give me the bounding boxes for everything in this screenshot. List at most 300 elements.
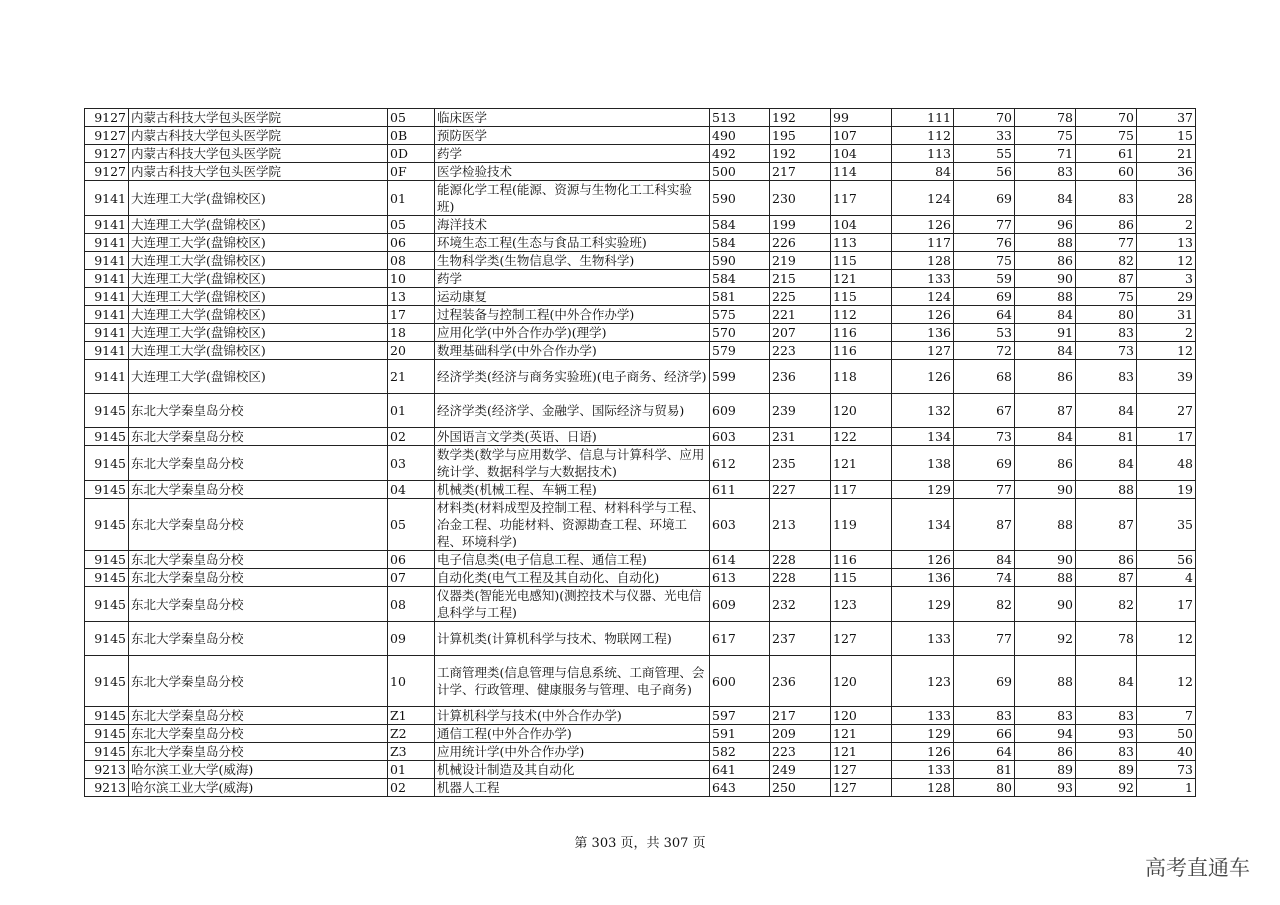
score-cell: 134 [892, 499, 954, 551]
score-cell: 490 [710, 127, 770, 145]
score-cell: 64 [954, 306, 1015, 324]
score-cell: 129 [892, 725, 954, 743]
score-cell: 87 [954, 499, 1015, 551]
score-cell: 104 [831, 145, 892, 163]
score-cell: 17 [1137, 587, 1196, 622]
page-footer: 第 303 页，共 307 页 [574, 836, 706, 851]
score-cell: 221 [770, 306, 831, 324]
score-cell: 2 [1137, 324, 1196, 342]
major-code-cell: 03 [388, 446, 435, 481]
score-cell: 93 [1076, 725, 1137, 743]
score-cell: 12 [1137, 342, 1196, 360]
score-cell: 113 [892, 145, 954, 163]
major-code-cell: 01 [388, 761, 435, 779]
institution-code-cell: 9141 [85, 181, 129, 216]
major-name-cell: 经济学类(经济学、金融学、国际经济与贸易) [435, 394, 710, 428]
institution-name-cell: 东北大学秦皇岛分校 [129, 569, 388, 587]
institution-name-cell: 东北大学秦皇岛分校 [129, 394, 388, 428]
major-name-cell: 药学 [435, 270, 710, 288]
score-cell: 7 [1137, 707, 1196, 725]
institution-code-cell: 9145 [85, 499, 129, 551]
score-cell: 84 [954, 551, 1015, 569]
score-cell: 1 [1137, 779, 1196, 797]
major-name-cell: 过程装备与控制工程(中外合作办学) [435, 306, 710, 324]
major-name-cell: 数理基础科学(中外合作办学) [435, 342, 710, 360]
score-cell: 129 [892, 587, 954, 622]
score-cell: 138 [892, 446, 954, 481]
score-cell: 126 [892, 551, 954, 569]
institution-name-cell: 内蒙古科技大学包头医学院 [129, 127, 388, 145]
table-row [85, 761, 1196, 779]
score-cell: 120 [831, 394, 892, 428]
score-cell: 75 [1076, 288, 1137, 306]
score-cell: 73 [1076, 342, 1137, 360]
major-name-cell: 机械类(机械工程、车辆工程) [435, 481, 710, 499]
major-name-cell: 数学类(数学与应用数学、信息与计算科学、应用统计学、数据科学与大数据技术) [435, 446, 710, 481]
table-row [85, 779, 1196, 797]
institution-code-cell: 9145 [85, 725, 129, 743]
score-cell: 250 [770, 779, 831, 797]
table-row [85, 622, 1196, 656]
table-row [85, 481, 1196, 499]
major-name-cell: 应用统计学(中外合作办学) [435, 743, 710, 761]
major-name-cell: 工商管理类(信息管理与信息系统、工商管理、会计学、行政管理、健康服务与管理、电子商务) [435, 656, 710, 707]
major-name-cell: 临床医学 [435, 109, 710, 127]
score-cell: 86 [1015, 360, 1076, 394]
score-cell: 15 [1137, 127, 1196, 145]
major-code-cell: 0D [388, 145, 435, 163]
score-cell: 75 [1076, 127, 1137, 145]
score-cell: 19 [1137, 481, 1196, 499]
institution-name-cell: 大连理工大学(盘锦校区) [129, 306, 388, 324]
score-cell: 83 [1076, 181, 1137, 216]
score-cell: 127 [831, 779, 892, 797]
major-code-cell: 18 [388, 324, 435, 342]
score-cell: 29 [1137, 288, 1196, 306]
institution-code-cell: 9127 [85, 109, 129, 127]
table-row [85, 306, 1196, 324]
major-name-cell: 自动化类(电气工程及其自动化、自动化) [435, 569, 710, 587]
score-cell: 72 [954, 342, 1015, 360]
score-cell: 87 [1076, 569, 1137, 587]
table-row [85, 324, 1196, 342]
score-cell: 228 [770, 551, 831, 569]
institution-code-cell: 9145 [85, 656, 129, 707]
table-row [85, 342, 1196, 360]
major-code-cell: 09 [388, 622, 435, 656]
score-cell: 122 [831, 428, 892, 446]
institution-code-cell: 9213 [85, 761, 129, 779]
table-row [85, 446, 1196, 481]
score-cell: 83 [954, 707, 1015, 725]
major-code-cell: 01 [388, 181, 435, 216]
score-cell: 88 [1015, 656, 1076, 707]
score-cell: 86 [1015, 252, 1076, 270]
institution-name-cell: 东北大学秦皇岛分校 [129, 428, 388, 446]
score-cell: 579 [710, 342, 770, 360]
institution-name-cell: 大连理工大学(盘锦校区) [129, 252, 388, 270]
institution-name-cell: 大连理工大学(盘锦校区) [129, 360, 388, 394]
score-cell: 217 [770, 163, 831, 181]
major-name-cell: 环境生态工程(生态与食品工科实验班) [435, 234, 710, 252]
score-cell: 12 [1137, 252, 1196, 270]
score-cell: 83 [1015, 707, 1076, 725]
major-code-cell: 10 [388, 270, 435, 288]
score-cell: 93 [1015, 779, 1076, 797]
score-cell: 12 [1137, 656, 1196, 707]
score-cell: 114 [831, 163, 892, 181]
score-cell: 92 [1015, 622, 1076, 656]
score-cell: 115 [831, 569, 892, 587]
score-cell: 75 [1015, 127, 1076, 145]
score-cell: 70 [954, 109, 1015, 127]
score-cell: 75 [954, 252, 1015, 270]
table-row [85, 127, 1196, 145]
score-cell: 117 [831, 181, 892, 216]
score-cell: 91 [1015, 324, 1076, 342]
score-cell: 83 [1076, 707, 1137, 725]
score-cell: 31 [1137, 306, 1196, 324]
major-name-cell: 预防医学 [435, 127, 710, 145]
institution-code-cell: 9141 [85, 252, 129, 270]
table-row [85, 145, 1196, 163]
score-cell: 77 [954, 481, 1015, 499]
score-cell: 107 [831, 127, 892, 145]
score-cell: 66 [954, 725, 1015, 743]
score-cell: 126 [892, 743, 954, 761]
score-cell: 2 [1137, 216, 1196, 234]
score-cell: 582 [710, 743, 770, 761]
major-name-cell: 仪器类(智能光电感知)(测控技术与仪器、光电信息科学与工程) [435, 587, 710, 622]
institution-code-cell: 9145 [85, 446, 129, 481]
major-code-cell: 10 [388, 656, 435, 707]
table-row [85, 569, 1196, 587]
score-cell: 69 [954, 288, 1015, 306]
institution-name-cell: 大连理工大学(盘锦校区) [129, 342, 388, 360]
score-cell: 64 [954, 743, 1015, 761]
score-cell: 123 [831, 587, 892, 622]
score-cell: 12 [1137, 622, 1196, 656]
major-code-cell: 05 [388, 499, 435, 551]
major-code-cell: 06 [388, 234, 435, 252]
score-cell: 112 [831, 306, 892, 324]
table-row [85, 551, 1196, 569]
score-cell: 136 [892, 324, 954, 342]
score-cell: 73 [954, 428, 1015, 446]
score-cell: 120 [831, 656, 892, 707]
major-name-cell: 材料类(材料成型及控制工程、材料科学与工程、冶金工程、功能材料、资源勘查工程、环境工程、环境科学) [435, 499, 710, 551]
score-cell: 90 [1015, 587, 1076, 622]
score-cell: 84 [1015, 181, 1076, 216]
major-code-cell: 0B [388, 127, 435, 145]
score-cell: 223 [770, 342, 831, 360]
score-cell: 133 [892, 707, 954, 725]
score-cell: 13 [1137, 234, 1196, 252]
score-cell: 90 [1015, 551, 1076, 569]
score-cell: 81 [954, 761, 1015, 779]
score-cell: 82 [1076, 252, 1137, 270]
score-cell: 94 [1015, 725, 1076, 743]
score-cell: 641 [710, 761, 770, 779]
score-cell: 40 [1137, 743, 1196, 761]
major-code-cell: Z2 [388, 725, 435, 743]
score-cell: 60 [1076, 163, 1137, 181]
score-cell: 126 [892, 306, 954, 324]
score-cell: 195 [770, 127, 831, 145]
institution-code-cell: 9141 [85, 234, 129, 252]
institution-code-cell: 9141 [85, 270, 129, 288]
score-cell: 70 [1076, 109, 1137, 127]
score-cell: 74 [954, 569, 1015, 587]
major-code-cell: 02 [388, 428, 435, 446]
score-cell: 69 [954, 181, 1015, 216]
institution-code-cell: 9145 [85, 743, 129, 761]
table-row [85, 725, 1196, 743]
score-cell: 83 [1076, 360, 1137, 394]
major-name-cell: 能源化学工程(能源、资源与生物化工工科实验班) [435, 181, 710, 216]
score-cell: 82 [1076, 587, 1137, 622]
major-code-cell: 13 [388, 288, 435, 306]
institution-name-cell: 东北大学秦皇岛分校 [129, 656, 388, 707]
major-name-cell: 生物科学类(生物信息学、生物科学) [435, 252, 710, 270]
institution-code-cell: 9145 [85, 587, 129, 622]
score-cell: 192 [770, 109, 831, 127]
score-cell: 67 [954, 394, 1015, 428]
major-name-cell: 计算机科学与技术(中外合作办学) [435, 707, 710, 725]
score-cell: 127 [831, 622, 892, 656]
score-cell: 226 [770, 234, 831, 252]
institution-name-cell: 内蒙古科技大学包头医学院 [129, 109, 388, 127]
institution-code-cell: 9145 [85, 394, 129, 428]
institution-name-cell: 内蒙古科技大学包头医学院 [129, 145, 388, 163]
score-cell: 77 [954, 622, 1015, 656]
institution-code-cell: 9145 [85, 481, 129, 499]
table-row [85, 499, 1196, 551]
score-cell: 35 [1137, 499, 1196, 551]
score-cell: 86 [1015, 743, 1076, 761]
score-cell: 513 [710, 109, 770, 127]
score-cell: 117 [892, 234, 954, 252]
score-cell: 126 [892, 360, 954, 394]
major-code-cell: 01 [388, 394, 435, 428]
institution-code-cell: 9141 [85, 324, 129, 342]
major-name-cell: 计算机类(计算机科学与技术、物联网工程) [435, 622, 710, 656]
table-row [85, 587, 1196, 622]
score-cell: 118 [831, 360, 892, 394]
score-cell: 132 [892, 394, 954, 428]
score-cell: 27 [1137, 394, 1196, 428]
score-cell: 124 [892, 288, 954, 306]
table-row [85, 234, 1196, 252]
major-name-cell: 通信工程(中外合作办学) [435, 725, 710, 743]
major-name-cell: 海洋技术 [435, 216, 710, 234]
score-cell: 96 [1015, 216, 1076, 234]
score-cell: 121 [831, 446, 892, 481]
institution-name-cell: 东北大学秦皇岛分校 [129, 707, 388, 725]
institution-code-cell: 9145 [85, 569, 129, 587]
major-code-cell: 08 [388, 587, 435, 622]
score-cell: 116 [831, 342, 892, 360]
score-cell: 584 [710, 270, 770, 288]
score-cell: 84 [1076, 394, 1137, 428]
institution-name-cell: 内蒙古科技大学包头医学院 [129, 163, 388, 181]
score-cell: 87 [1076, 270, 1137, 288]
institution-name-cell: 东北大学秦皇岛分校 [129, 551, 388, 569]
score-cell: 3 [1137, 270, 1196, 288]
score-cell: 86 [1076, 216, 1137, 234]
score-cell: 249 [770, 761, 831, 779]
score-cell: 230 [770, 181, 831, 216]
score-cell: 236 [770, 360, 831, 394]
score-cell: 84 [892, 163, 954, 181]
score-cell: 612 [710, 446, 770, 481]
score-cell: 92 [1076, 779, 1137, 797]
score-cell: 127 [892, 342, 954, 360]
score-cell: 121 [831, 725, 892, 743]
score-cell: 36 [1137, 163, 1196, 181]
score-cell: 124 [892, 181, 954, 216]
score-cell: 133 [892, 270, 954, 288]
score-cell: 584 [710, 234, 770, 252]
institution-name-cell: 东北大学秦皇岛分校 [129, 725, 388, 743]
score-cell: 55 [954, 145, 1015, 163]
admission-score-table [84, 108, 1196, 797]
table-row [85, 163, 1196, 181]
institution-code-cell: 9141 [85, 216, 129, 234]
score-cell: 129 [892, 481, 954, 499]
score-cell: 69 [954, 656, 1015, 707]
score-cell: 88 [1015, 234, 1076, 252]
institution-code-cell: 9127 [85, 145, 129, 163]
score-cell: 88 [1076, 481, 1137, 499]
score-cell: 99 [831, 109, 892, 127]
institution-name-cell: 东北大学秦皇岛分校 [129, 622, 388, 656]
score-cell: 88 [1015, 499, 1076, 551]
institution-code-cell: 9145 [85, 622, 129, 656]
score-cell: 69 [954, 446, 1015, 481]
table-row [85, 109, 1196, 127]
score-cell: 581 [710, 288, 770, 306]
major-code-cell: 02 [388, 779, 435, 797]
major-name-cell: 应用化学(中外合作办学)(理学) [435, 324, 710, 342]
score-cell: 584 [710, 216, 770, 234]
score-cell: 643 [710, 779, 770, 797]
score-cell: 116 [831, 551, 892, 569]
major-code-cell: Z3 [388, 743, 435, 761]
score-cell: 53 [954, 324, 1015, 342]
score-cell: 492 [710, 145, 770, 163]
score-cell: 123 [892, 656, 954, 707]
institution-name-cell: 东北大学秦皇岛分校 [129, 499, 388, 551]
score-cell: 81 [1076, 428, 1137, 446]
major-code-cell: 17 [388, 306, 435, 324]
institution-name-cell: 大连理工大学(盘锦校区) [129, 288, 388, 306]
score-cell: 4 [1137, 569, 1196, 587]
institution-code-cell: 9213 [85, 779, 129, 797]
score-cell: 82 [954, 587, 1015, 622]
major-name-cell: 电子信息类(电子信息工程、通信工程) [435, 551, 710, 569]
table-row [85, 656, 1196, 707]
major-name-cell: 经济学类(经济与商务实验班)(电子商务、经济学) [435, 360, 710, 394]
score-cell: 87 [1076, 499, 1137, 551]
score-cell: 112 [892, 127, 954, 145]
institution-code-cell: 9141 [85, 360, 129, 394]
score-cell: 219 [770, 252, 831, 270]
score-cell: 83 [1015, 163, 1076, 181]
table-row [85, 428, 1196, 446]
score-cell: 104 [831, 216, 892, 234]
institution-name-cell: 东北大学秦皇岛分校 [129, 481, 388, 499]
score-cell: 56 [954, 163, 1015, 181]
institution-code-cell: 9145 [85, 428, 129, 446]
score-cell: 61 [1076, 145, 1137, 163]
major-code-cell: Z1 [388, 707, 435, 725]
major-code-cell: 04 [388, 481, 435, 499]
score-cell: 613 [710, 569, 770, 587]
score-cell: 68 [954, 360, 1015, 394]
score-cell: 111 [892, 109, 954, 127]
institution-code-cell: 9141 [85, 288, 129, 306]
score-cell: 84 [1076, 446, 1137, 481]
score-cell: 119 [831, 499, 892, 551]
major-name-cell: 外国语言文学类(英语、日语) [435, 428, 710, 446]
major-code-cell: 21 [388, 360, 435, 394]
institution-name-cell: 东北大学秦皇岛分校 [129, 446, 388, 481]
score-cell: 500 [710, 163, 770, 181]
score-cell: 88 [1015, 569, 1076, 587]
score-cell: 121 [831, 270, 892, 288]
major-name-cell: 医学检验技术 [435, 163, 710, 181]
score-cell: 599 [710, 360, 770, 394]
score-cell: 116 [831, 324, 892, 342]
score-cell: 90 [1015, 481, 1076, 499]
table-row [85, 181, 1196, 216]
institution-name-cell: 东北大学秦皇岛分校 [129, 743, 388, 761]
score-cell: 86 [1015, 446, 1076, 481]
score-cell: 113 [831, 234, 892, 252]
institution-name-cell: 大连理工大学(盘锦校区) [129, 234, 388, 252]
score-cell: 71 [1015, 145, 1076, 163]
score-cell: 199 [770, 216, 831, 234]
score-cell: 33 [954, 127, 1015, 145]
score-cell: 126 [892, 216, 954, 234]
score-cell: 215 [770, 270, 831, 288]
major-name-cell: 药学 [435, 145, 710, 163]
score-cell: 83 [1076, 743, 1137, 761]
score-cell: 617 [710, 622, 770, 656]
institution-name-cell: 东北大学秦皇岛分校 [129, 587, 388, 622]
table-row [85, 743, 1196, 761]
score-cell: 78 [1015, 109, 1076, 127]
score-cell: 89 [1015, 761, 1076, 779]
score-cell: 59 [954, 270, 1015, 288]
score-cell: 89 [1076, 761, 1137, 779]
score-cell: 48 [1137, 446, 1196, 481]
watermark: 高考直通车 [1145, 856, 1250, 880]
score-cell: 87 [1015, 394, 1076, 428]
score-cell: 115 [831, 252, 892, 270]
institution-code-cell: 9141 [85, 306, 129, 324]
score-cell: 80 [954, 779, 1015, 797]
score-cell: 56 [1137, 551, 1196, 569]
major-code-cell: 05 [388, 109, 435, 127]
score-cell: 133 [892, 761, 954, 779]
institution-code-cell: 9145 [85, 551, 129, 569]
score-cell: 84 [1015, 342, 1076, 360]
institution-name-cell: 哈尔滨工业大学(威海) [129, 779, 388, 797]
score-cell: 17 [1137, 428, 1196, 446]
score-cell: 77 [954, 216, 1015, 234]
